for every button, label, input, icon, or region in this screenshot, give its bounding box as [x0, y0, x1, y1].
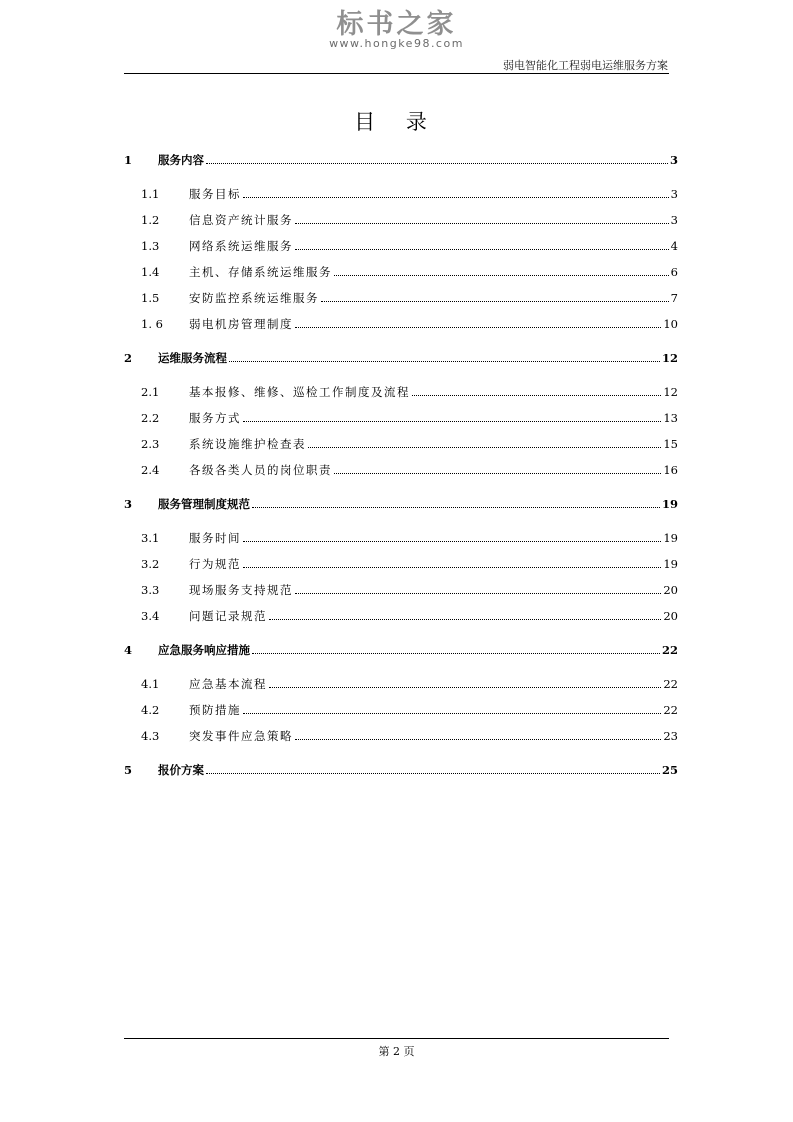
toc-entry-page: 3	[669, 153, 678, 167]
toc-entry-number: 4.2	[141, 703, 160, 717]
toc-entry-number: 5	[124, 763, 133, 777]
toc-entry-text: 服务目标	[189, 187, 241, 201]
toc-entry-number: 3.4	[141, 609, 160, 623]
toc-dot-leader	[308, 446, 661, 448]
toc-entry-page: 12	[661, 351, 678, 365]
toc-entry-1-1[interactable]	[124, 186, 678, 202]
toc-dot-leader	[295, 222, 669, 224]
toc-dot-leader	[334, 472, 661, 474]
toc-dot-leader	[206, 162, 668, 164]
toc-entry-number: 3.3	[141, 583, 160, 597]
toc-entry-text: 服务内容	[158, 153, 204, 167]
toc-entry-text: 弱电机房管理制度	[189, 317, 293, 331]
toc-entry-page: 22	[663, 703, 678, 717]
toc-entry-text: 网络系统运维服务	[189, 239, 293, 253]
toc-entry-number: 1.1	[141, 187, 160, 201]
toc-entry-page: 19	[663, 557, 678, 571]
toc-entry-text: 运维服务流程	[158, 351, 227, 365]
toc-entry-page: 10	[663, 317, 678, 331]
toc-entry-page: 20	[663, 609, 678, 623]
toc-entry-number: 4.3	[141, 729, 160, 743]
toc-entry-1-2[interactable]	[124, 212, 678, 228]
header-divider	[124, 73, 669, 74]
toc-dot-leader	[243, 540, 661, 542]
toc-entry-1-3[interactable]	[124, 238, 678, 254]
toc-dot-leader	[269, 618, 661, 620]
toc-entry-text: 预防措施	[189, 703, 241, 717]
footer-divider	[124, 1038, 669, 1039]
toc-dot-leader	[269, 686, 661, 688]
toc-dot-leader	[295, 326, 661, 328]
toc-entry-page: 22	[661, 643, 678, 657]
toc-entry-1-6[interactable]	[124, 316, 678, 332]
toc-dot-leader	[252, 652, 660, 654]
toc-entry-1-5[interactable]	[124, 290, 678, 306]
toc-entry-3-3[interactable]	[124, 582, 678, 598]
toc-dot-leader	[243, 420, 661, 422]
toc-entry-page: 20	[663, 583, 678, 597]
toc-entry-page: 23	[663, 729, 678, 743]
toc-entry-4[interactable]	[124, 642, 678, 658]
toc-entry-2[interactable]	[124, 350, 678, 366]
toc-dot-leader	[295, 738, 661, 740]
toc-entry-number: 2.1	[141, 385, 160, 399]
toc-entry-number: 2.4	[141, 463, 160, 477]
toc-entry-2-3[interactable]	[124, 436, 678, 452]
toc-entry-3-1[interactable]	[124, 530, 678, 546]
toc-entry-number: 1. 6	[141, 317, 163, 331]
toc-entry-page: 13	[663, 411, 678, 425]
toc-entry-page: 16	[663, 463, 678, 477]
document-header-title: 弱电智能化工程弱电运维服务方案	[503, 59, 668, 72]
toc-entry-page: 19	[661, 497, 678, 511]
watermark-url: www.hongke98.com	[329, 37, 464, 50]
page-number: 第 2 页	[378, 1045, 415, 1058]
toc-entry-number: 2.2	[141, 411, 160, 425]
toc-entry-text: 现场服务支持规范	[189, 583, 293, 597]
toc-entry-page: 7	[670, 291, 678, 305]
toc-entry-text: 信息资产统计服务	[189, 213, 293, 227]
toc-entry-4-1[interactable]	[124, 676, 678, 692]
toc-entry-text: 应急基本流程	[189, 677, 267, 691]
toc-entry-text: 基本报修、维修、巡检工作制度及流程	[189, 385, 410, 399]
toc-entry-text: 系统设施维护检查表	[189, 437, 306, 451]
toc-entry-text: 服务管理制度规范	[158, 497, 250, 511]
toc-title: 目 录	[354, 110, 439, 134]
toc-entry-number: 2	[124, 351, 133, 365]
toc-entry-text: 应急服务响应措施	[158, 643, 250, 657]
toc-entry-number: 3.2	[141, 557, 160, 571]
toc-dot-leader	[243, 196, 669, 198]
toc-entry-4-2[interactable]	[124, 702, 678, 718]
toc-entry-text: 安防监控系统运维服务	[189, 291, 319, 305]
toc-entry-number: 4	[124, 643, 133, 657]
toc-entry-page: 12	[663, 385, 678, 399]
toc-entry-number: 1.5	[141, 291, 160, 305]
toc-entry-text: 报价方案	[158, 763, 204, 777]
toc-entry-number: 1.4	[141, 265, 160, 279]
toc-entry-page: 22	[663, 677, 678, 691]
toc-entry-text: 突发事件应急策略	[189, 729, 293, 743]
toc-entry-page: 19	[663, 531, 678, 545]
toc-entry-text: 服务时间	[189, 531, 241, 545]
toc-entry-number: 3.1	[141, 531, 160, 545]
toc-entry-number: 1.3	[141, 239, 160, 253]
toc-entry-page: 15	[663, 437, 678, 451]
toc-dot-leader	[252, 506, 660, 508]
toc-entry-text: 各级各类人员的岗位职责	[189, 463, 332, 477]
toc-entry-page: 25	[661, 763, 678, 777]
toc-entry-text: 主机、存储系统运维服务	[189, 265, 332, 279]
toc-dot-leader	[295, 592, 661, 594]
toc-entry-1-4[interactable]	[124, 264, 678, 280]
toc-entry-page: 3	[670, 187, 678, 201]
toc-entry-text: 服务方式	[189, 411, 241, 425]
toc-dot-leader	[321, 300, 669, 302]
toc-entry-1[interactable]	[124, 152, 678, 168]
toc-entry-4-3[interactable]	[124, 728, 678, 744]
toc-entry-page: 3	[670, 213, 678, 227]
toc-entry-text: 行为规范	[189, 557, 241, 571]
toc-entry-page: 4	[670, 239, 678, 253]
toc-entry-number: 4.1	[141, 677, 160, 691]
toc-dot-leader	[243, 566, 661, 568]
toc-entry-page: 6	[670, 265, 678, 279]
toc-entry-number: 3	[124, 497, 133, 511]
toc-dot-leader	[334, 274, 669, 276]
watermark-logo: 标书之家	[336, 9, 457, 40]
toc-entry-2-1[interactable]	[124, 384, 678, 400]
toc-entry-2-4[interactable]	[124, 462, 678, 478]
toc-entry-5[interactable]	[124, 762, 678, 778]
toc-dot-leader	[229, 360, 660, 362]
toc-entry-2-2[interactable]	[124, 410, 678, 426]
toc-dot-leader	[206, 772, 660, 774]
toc-dot-leader	[412, 394, 661, 396]
toc-dot-leader	[243, 712, 661, 714]
toc-entry-number: 1.2	[141, 213, 160, 227]
toc-entry-number: 2.3	[141, 437, 160, 451]
toc-entry-3-4[interactable]	[124, 608, 678, 624]
toc-entry-number: 1	[124, 153, 133, 167]
toc-entry-3[interactable]	[124, 496, 678, 512]
toc-entry-3-2[interactable]	[124, 556, 678, 572]
toc-entry-text: 问题记录规范	[189, 609, 267, 623]
toc-dot-leader	[295, 248, 669, 250]
